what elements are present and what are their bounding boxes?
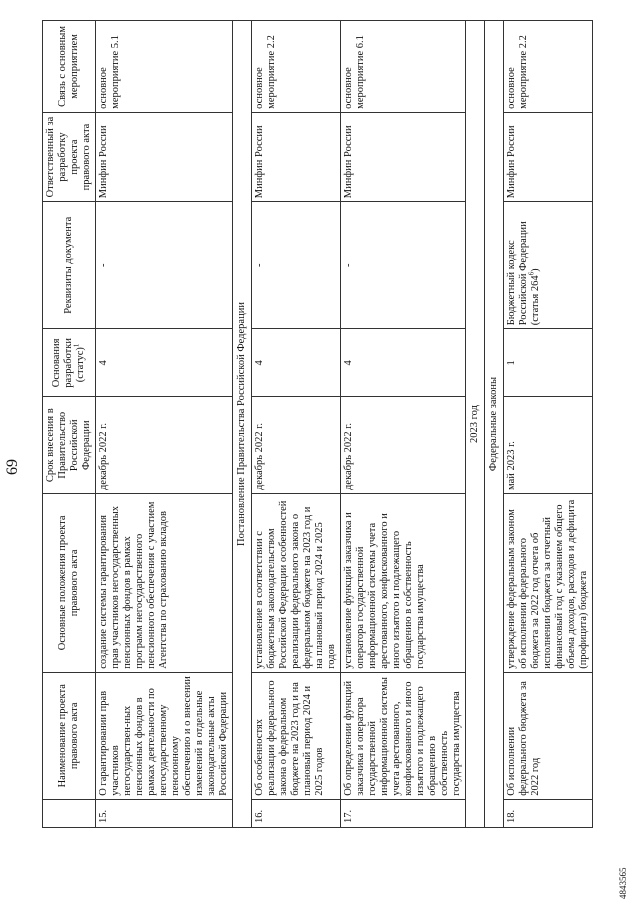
row-deadline: декабрь 2022 г. bbox=[96, 397, 233, 493]
requisites-tail: ) bbox=[530, 268, 541, 272]
row-provisions: установление в соответствии с бюджетным законодательством Российской Федерации особенностей реализации федерального закона о федеральном бюджете на 2023 год и на плановый период 2024 и 2025 годов bbox=[252, 493, 341, 672]
row-provisions: утверждение федеральным законом об исполнении федерального бюджета за 2022 год отчета об исполнении бюджета за отчетный финансовый год с указанием общего объема доходов, расходов и дефицита (профицита) бюджета bbox=[504, 493, 593, 672]
section-title: Постановление Правительства Российской Федерации bbox=[233, 21, 252, 828]
row-requisites: - bbox=[96, 202, 233, 329]
document-id: 4843565 bbox=[618, 867, 628, 899]
row-num: 18. bbox=[504, 799, 593, 827]
row-link: основное мероприятие 2.2 bbox=[504, 21, 593, 113]
row-deadline: декабрь 2022 г. bbox=[341, 397, 466, 493]
section-row bbox=[233, 21, 252, 828]
row-responsible: Минфин России bbox=[341, 112, 466, 201]
row-name: О гарантировании прав участников негосударствен-ных пенсионных фондов в рамках деятельности по негосударственному пенсионному обеспечению и о внесении изменений в отдельные законодательные акты Российской Федерации bbox=[96, 672, 233, 799]
table-row bbox=[341, 21, 466, 828]
row-basis: 4 bbox=[341, 329, 466, 397]
page-number: 69 bbox=[4, 459, 21, 475]
row-link: основное мероприятие 2.2 bbox=[252, 21, 341, 113]
requisites-text: Бюджетный кодекс Российской Федерации (статья 264 bbox=[506, 221, 541, 326]
row-basis: 4 bbox=[96, 329, 233, 397]
header-name: Наименование проекта правового акта bbox=[43, 672, 96, 799]
row-deadline: май 2023 г. bbox=[504, 397, 593, 493]
row-responsible: Минфин России bbox=[252, 112, 341, 201]
requisites-sup: 6 bbox=[527, 271, 536, 276]
legislative-plan-table bbox=[42, 20, 593, 828]
table-header-row bbox=[43, 21, 96, 828]
row-provisions: создание системы гарантирования прав участников негосударственных пенсионных фондов в рамках программ негосударственного пенсионного обеспечения с участием Агентства по страхованию вкладов bbox=[96, 493, 233, 672]
header-responsible: Ответственный за разработку проекта правового акта bbox=[43, 112, 96, 201]
row-responsible: Минфин России bbox=[504, 112, 593, 201]
row-name: Об исполнении федерального бюджета за 2022 год bbox=[504, 672, 593, 799]
section-year: 2023 год bbox=[466, 21, 485, 828]
row-link: основное мероприятие 6.1 bbox=[341, 21, 466, 113]
table-row bbox=[504, 21, 593, 828]
row-basis: 1 bbox=[504, 329, 593, 397]
row-provisions: установление функций заказчика и оператора государственной информационной системы учета арестованного, конфискованного и иного изъятого и подлежащего обращению в собственность государства имущества bbox=[341, 493, 466, 672]
header-basis bbox=[43, 329, 96, 397]
header-provisions: Основные положения проекта правового акта bbox=[43, 493, 96, 672]
header-deadline: Срок внесения в Правительство Российской Федерации bbox=[43, 397, 96, 493]
row-basis: 4 bbox=[252, 329, 341, 397]
row-name: Об определении функций заказчика и оператора государственной информационной системы учета арестованного, конфискованного и иного изъятого и подлежащего обращению в собственность государства имущества bbox=[341, 672, 466, 799]
table-row bbox=[252, 21, 341, 828]
section-title: Федеральные законы bbox=[485, 21, 504, 828]
section-row bbox=[466, 21, 485, 828]
row-num: 15. bbox=[96, 799, 233, 827]
header-num bbox=[43, 799, 96, 827]
row-num: 16. bbox=[252, 799, 341, 827]
header-requisites: Реквизиты документа bbox=[43, 202, 96, 329]
row-deadline: декабрь 2022 г. bbox=[252, 397, 341, 493]
header-basis-sup: 1 bbox=[72, 343, 81, 348]
row-responsible: Минфин России bbox=[96, 112, 233, 201]
row-requisites: - bbox=[252, 202, 341, 329]
row-requisites bbox=[504, 202, 593, 329]
header-basis-text: Основания разработки (статус) bbox=[51, 338, 86, 388]
table-row bbox=[96, 21, 233, 828]
row-name: Об особенностях реализации федерального закона о федеральном бюджете на 2023 год и на плановый период 2024 и 2025 годов bbox=[252, 672, 341, 799]
section-row bbox=[485, 21, 504, 828]
header-link: Связь с основным мероприятием bbox=[43, 21, 96, 113]
row-num: 17. bbox=[341, 799, 466, 827]
row-link: основное мероприятие 5.1 bbox=[96, 21, 233, 113]
row-requisites: - bbox=[341, 202, 466, 329]
